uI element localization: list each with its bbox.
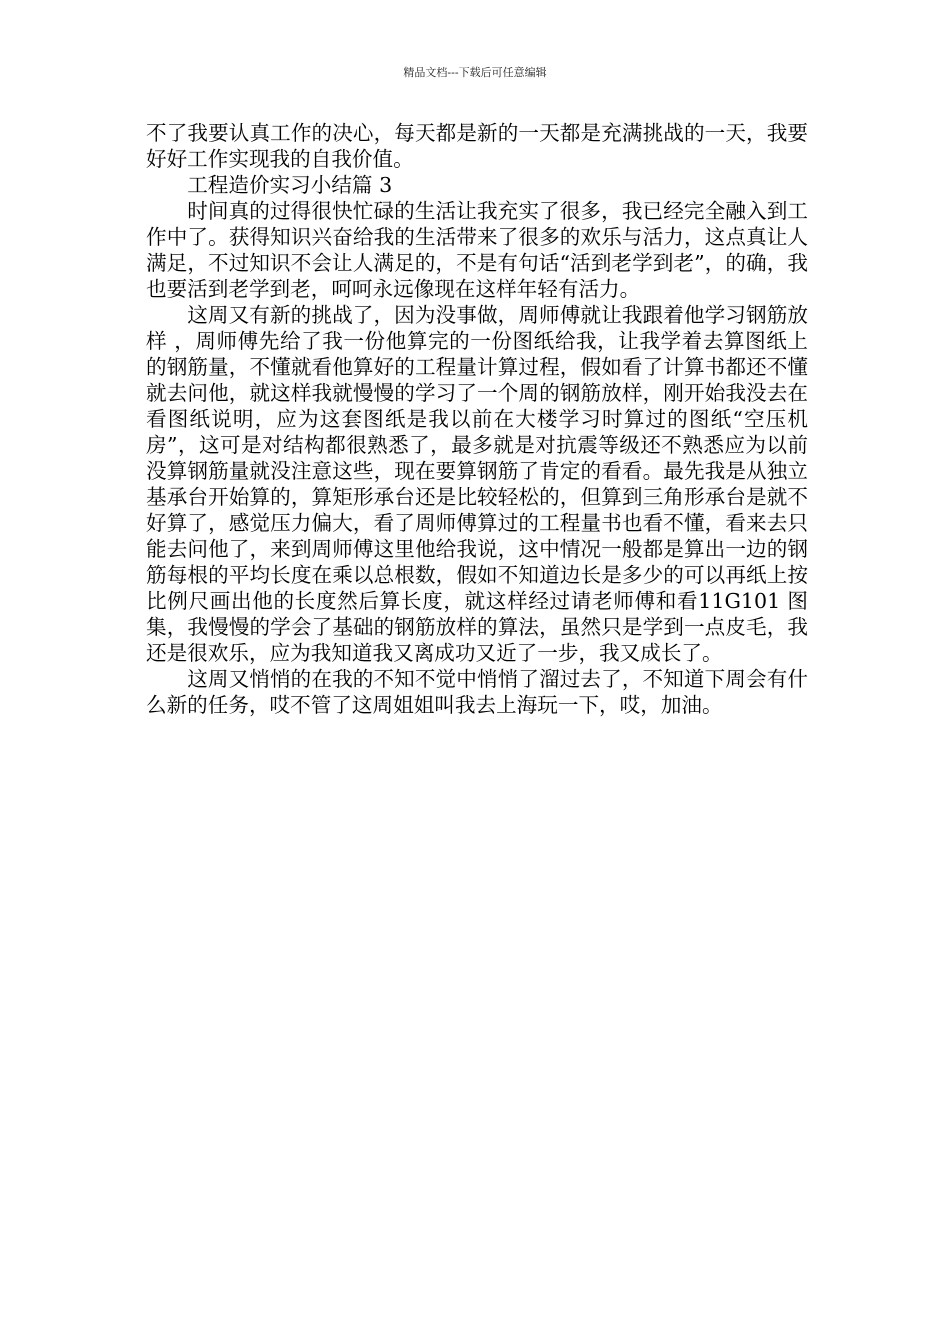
paragraph: 这周又有新的挑战了，因为没事做，周师傅就让我跟着他学习钢筋放样 ，周师傅先给了我一份他算完的一份图纸给我，让我学着去算图纸上的钢筋量，不懂就看他算好的工程量计算过程，假如看了计算书都还不懂就去问他，就这样我就慢慢的学习了一个周的钢筋放样，刚开始我没去在看图纸说明，应为这套图纸是我以前在大楼学习时算过的图纸“空压机房”，这可是对结构都很熟悉了，最多就是对抗震等级还不熟悉应为以前没算钢筋量就没注意这些，现在要算钢筋了肯定的看看。最先我是从独立基承台开始算的，算矩形承台还是比较轻松的，但算到三角形承台是就不好算了，感觉压力偏大，看了周师傅算过的工程量书也看不懂，看来去只能去问他了，来到周师傅这里他给我说，这中情况一般都是算出一边的钢筋每根的平均长度在乘以总根数，假如不知道边长是多少的可以再纸上按比例尺画出他的长度然后算长度，就这样经过请老师傅和看11G101 图集，我慢慢的学会了基础的钢筋放样的算法，虽然只是学到一点皮毛，我还是很欢乐，应为我知道我又离成功又近了一步，我又成长了。 — [146, 303, 808, 665]
document-body — [146, 120, 808, 718]
section-heading: 工程造价实习小结篇 3 — [187, 173, 393, 197]
paragraph-continuation: 不了我要认真工作的决心，每天都是新的一天都是充满挑战的一天，我要好好工作实现我的自我价值。 — [146, 121, 808, 171]
paragraph: 时间真的过得很快忙碌的生活让我充实了很多，我已经完全融入到工作中了。获得知识兴奋给我的生活带来了很多的欢乐与活力，这点真让人满足，不过知识不会让人满足的，不是有句话“活到老学到老”，的确，我也要活到老学到老，呵呵永远像现在这样年轻有活力。 — [146, 199, 808, 301]
paragraph: 这周又悄悄的在我的不知不觉中悄悄了溜过去了，不知道下周会有什么新的任务，哎不管了这周姐姐叫我去上海玩一下，哎，加油。 — [146, 667, 808, 717]
page-header: 精品文档---下载后可任意编辑 — [403, 66, 547, 79]
